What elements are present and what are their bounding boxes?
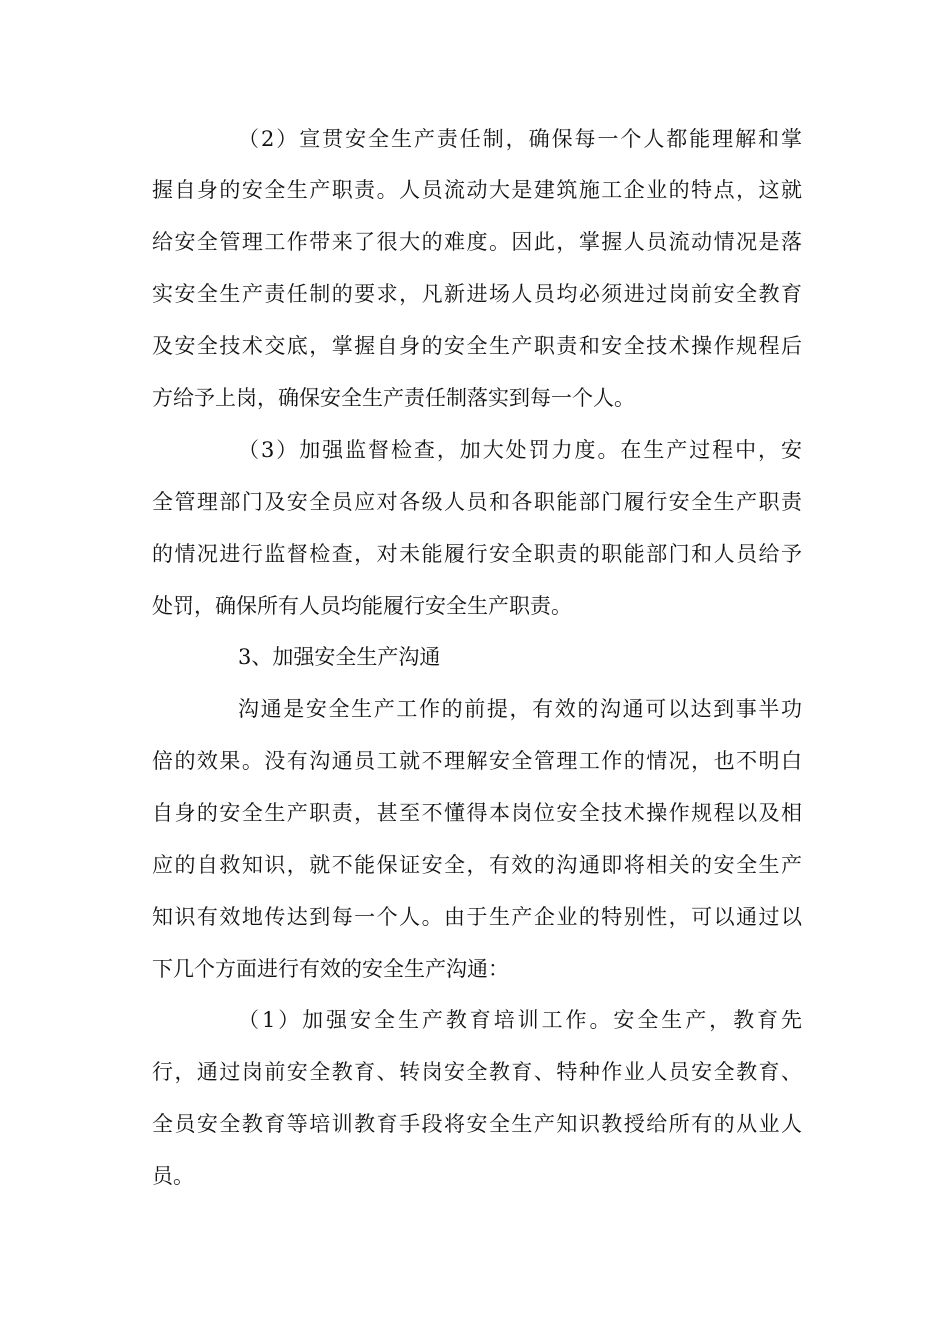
paragraph-line: 全管理部门及安全员应对各级人员和各职能部门履行安全生产职责 xyxy=(152,490,802,514)
paragraph-line: 实安全生产责任制的要求，凡新进场人员均必须进过岗前安全教育 xyxy=(152,282,802,306)
paragraph-line: 行，通过岗前安全教育、转岗安全教育、特种作业人员安全教育、 xyxy=(152,1060,802,1084)
paragraph-line: （2）宣贯安全生产责任制，确保每一个人都能理解和掌 xyxy=(238,127,802,151)
paragraph-line: 知识有效地传达到每一个人。由于生产企业的特别性，可以通过以 xyxy=(152,905,802,929)
paragraph-line: 及安全技术交底，掌握自身的安全生产职责和安全技术操作规程后 xyxy=(152,334,802,358)
paragraph-line: 员。 xyxy=(152,1164,194,1188)
paragraph-line: （1）加强安全生产教育培训工作。安全生产，教育先 xyxy=(238,1008,802,1032)
paragraph-line: 处罚，确保所有人员均能履行安全生产职责。 xyxy=(152,594,572,618)
paragraph-line: 的情况进行监督检查，对未能履行安全职责的职能部门和人员给予 xyxy=(152,542,802,566)
paragraph-line: 应的自救知识，就不能保证安全，有效的沟通即将相关的安全生产 xyxy=(152,853,802,877)
paragraph-line: 握自身的安全生产职责。人员流动大是建筑施工企业的特点，这就 xyxy=(152,178,802,202)
section-heading: 3、加强安全生产沟通 xyxy=(238,645,441,669)
paragraph-line: 倍的效果。没有沟通员工就不理解安全管理工作的情况，也不明白 xyxy=(152,749,802,773)
paragraph-line: 方给予上岗，确保安全生产责任制落实到每一个人。 xyxy=(152,386,635,410)
paragraph-line: （3）加强监督检查，加大处罚力度。在生产过程中，安 xyxy=(238,438,802,462)
paragraph-line: 给安全管理工作带来了很大的难度。因此，掌握人员流动情况是落 xyxy=(152,230,802,254)
paragraph-line: 自身的安全生产职责，甚至不懂得本岗位安全技术操作规程以及相 xyxy=(152,801,802,825)
paragraph-line: 沟通是安全生产工作的前提，有效的沟通可以达到事半功 xyxy=(238,697,802,721)
paragraph-line: 全员安全教育等培训教育手段将安全生产知识教授给所有的从业人 xyxy=(152,1112,802,1136)
paragraph-line: 下几个方面进行有效的安全生产沟通： xyxy=(152,957,509,981)
